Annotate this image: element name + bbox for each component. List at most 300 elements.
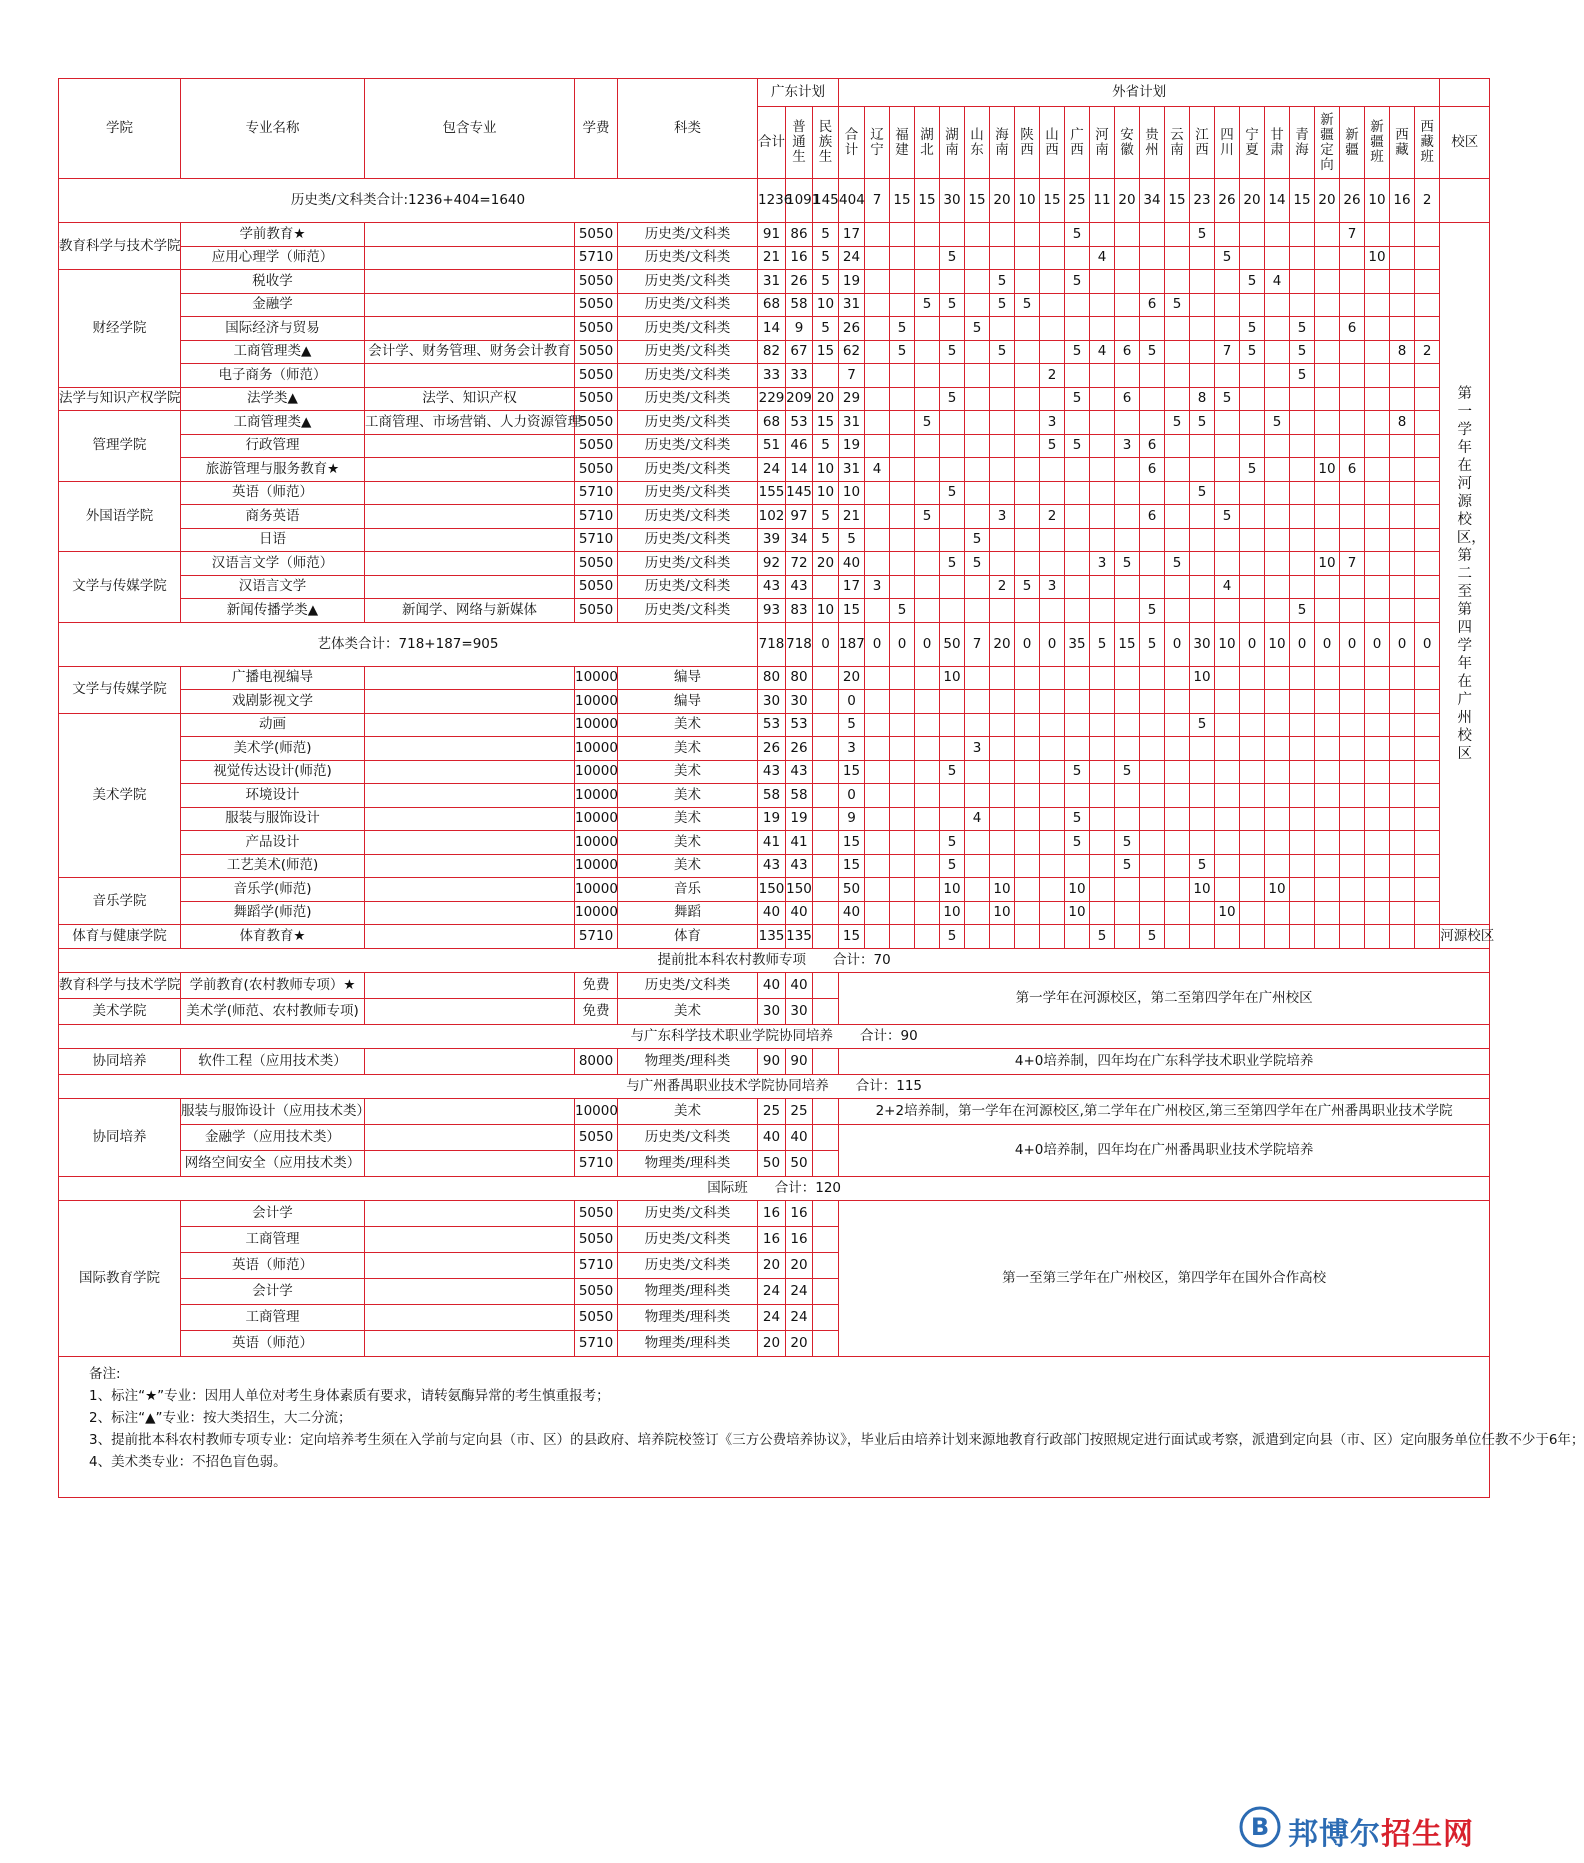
table-row: [59, 972, 1490, 998]
value-cell: [915, 925, 940, 949]
value-cell: 10: [813, 458, 839, 482]
value-cell: [940, 528, 965, 552]
value-cell: [915, 340, 940, 364]
value-cell: 17: [839, 223, 865, 247]
value-cell: 24: [786, 1304, 813, 1330]
value-cell: [1115, 528, 1140, 552]
value-cell: 16: [786, 246, 813, 270]
notes-heading: 备注:: [89, 1365, 121, 1382]
watermark-brand: 邦博尔: [1288, 1817, 1381, 1852]
value-cell: [1265, 737, 1290, 761]
value-cell: [1215, 760, 1240, 784]
table-row: [59, 1124, 1490, 1150]
value-cell: [865, 434, 890, 458]
value-cell: 5: [1115, 760, 1140, 784]
value-cell: [1340, 411, 1365, 435]
value-cell: [865, 666, 890, 690]
major-cell: 英语（师范）: [181, 1330, 365, 1356]
value-cell: [1390, 246, 1415, 270]
value-cell: [1190, 505, 1215, 529]
subject-cell: 物理类/理科类: [618, 1304, 758, 1330]
value-cell: [1315, 387, 1340, 411]
value-cell: 7: [965, 622, 990, 666]
value-cell: 15: [813, 340, 839, 364]
value-cell: [1390, 552, 1415, 576]
value-cell: [890, 666, 915, 690]
value-cell: [1365, 925, 1390, 949]
value-cell: [1265, 317, 1290, 341]
value-cell: 67: [786, 340, 813, 364]
value-cell: 80: [758, 666, 786, 690]
table-row: [59, 1098, 1490, 1124]
value-cell: [1090, 831, 1115, 855]
table-row: [59, 690, 1490, 714]
campus-main-text: 第一学年在河源校区，第二至第四学年在广州校区: [1456, 385, 1486, 762]
value-cell: [813, 1226, 839, 1252]
value-cell: [1140, 760, 1165, 784]
value-cell: 20: [1115, 179, 1140, 223]
subject-cell: 编导: [618, 690, 758, 714]
value-cell: 5: [940, 293, 965, 317]
value-cell: [1065, 713, 1090, 737]
value-cell: [1240, 737, 1265, 761]
value-cell: [1140, 666, 1165, 690]
value-cell: 0: [1290, 622, 1315, 666]
value-cell: [1040, 599, 1065, 623]
value-cell: 4: [1090, 246, 1115, 270]
value-cell: 5: [813, 317, 839, 341]
major-cell: 舞蹈学(师范): [181, 901, 365, 925]
value-cell: [1290, 481, 1315, 505]
value-cell: 5: [1140, 622, 1165, 666]
table-row: [59, 575, 1490, 599]
value-cell: [965, 340, 990, 364]
value-cell: [1015, 854, 1040, 878]
value-cell: 20: [1240, 179, 1265, 223]
value-cell: 5: [1140, 599, 1165, 623]
art-summary-label: 艺体类合计：718+187=905: [59, 622, 758, 666]
major-cell: 新闻传播学类▲: [181, 599, 365, 623]
value-cell: [890, 552, 915, 576]
major-cell: 服装与服饰设计（应用技术类）: [181, 1098, 365, 1124]
value-cell: [940, 737, 965, 761]
include-cell: [365, 901, 575, 925]
fee-cell: 5050: [575, 1200, 618, 1226]
include-cell: [365, 1330, 575, 1356]
value-cell: [1340, 713, 1365, 737]
value-cell: 3: [1115, 434, 1140, 458]
fee-cell: 5050: [575, 1304, 618, 1330]
header-province-col: 陕西: [1015, 107, 1040, 179]
value-cell: [1090, 293, 1115, 317]
history-summary-row: [59, 179, 1490, 223]
table-row: [59, 293, 1490, 317]
value-cell: [990, 599, 1015, 623]
header-province-col: 福建: [890, 107, 915, 179]
table-row: [59, 528, 1490, 552]
college-cell: 音乐学院: [59, 878, 181, 925]
value-cell: [1415, 317, 1440, 341]
value-cell: [1215, 411, 1240, 435]
college-cell: 协同培养: [59, 1098, 181, 1176]
value-cell: [865, 599, 890, 623]
value-cell: [990, 317, 1015, 341]
subject-cell: 历史类/文科类: [618, 1252, 758, 1278]
value-cell: [1215, 807, 1240, 831]
header-province-col: 西藏: [1390, 107, 1415, 179]
value-cell: 10: [990, 878, 1015, 902]
value-cell: [1090, 760, 1115, 784]
value-cell: [915, 575, 940, 599]
major-cell: 视觉传达设计(师范): [181, 760, 365, 784]
fee-cell: 5710: [575, 1330, 618, 1356]
value-cell: 25: [786, 1098, 813, 1124]
value-cell: [1265, 901, 1290, 925]
value-cell: [965, 760, 990, 784]
value-cell: 5: [1065, 807, 1090, 831]
value-cell: [1190, 528, 1215, 552]
value-cell: 2: [990, 575, 1015, 599]
include-cell: [365, 737, 575, 761]
value-cell: [813, 831, 839, 855]
rural-section: [59, 948, 1490, 972]
include-cell: [365, 998, 575, 1024]
fee-cell: 5050: [575, 387, 618, 411]
major-cell: 工商管理类▲: [181, 411, 365, 435]
value-cell: [1315, 528, 1340, 552]
value-cell: 50: [758, 1150, 786, 1176]
college-cell: 教育科学与技术学院: [59, 223, 181, 270]
fee-cell: 10000: [575, 784, 618, 808]
value-cell: 5: [1015, 575, 1040, 599]
value-cell: [1165, 458, 1190, 482]
subject-cell: 历史类/文科类: [618, 317, 758, 341]
value-cell: 20: [758, 1330, 786, 1356]
value-cell: [990, 737, 1015, 761]
college-cell: 管理学院: [59, 411, 181, 482]
value-cell: [1115, 925, 1140, 949]
value-cell: 24: [758, 1278, 786, 1304]
value-cell: [1265, 364, 1290, 388]
value-cell: [1165, 246, 1190, 270]
value-cell: 17: [839, 575, 865, 599]
value-cell: [1290, 552, 1315, 576]
value-cell: [1215, 737, 1240, 761]
header-row-1: [59, 79, 1490, 107]
value-cell: [1240, 925, 1265, 949]
value-cell: [1390, 387, 1415, 411]
college-cell: 教育科学与技术学院: [59, 972, 181, 998]
value-cell: 5: [813, 505, 839, 529]
value-cell: [1065, 411, 1090, 435]
value-cell: [1315, 737, 1340, 761]
value-cell: [865, 831, 890, 855]
value-cell: 5: [839, 713, 865, 737]
value-cell: [1040, 317, 1065, 341]
value-cell: 34: [786, 528, 813, 552]
value-cell: 93: [758, 599, 786, 623]
value-cell: [1315, 854, 1340, 878]
value-cell: 26: [786, 270, 813, 294]
value-cell: 8: [1390, 411, 1415, 435]
value-cell: [1190, 901, 1215, 925]
value-cell: [1140, 223, 1165, 247]
include-cell: [365, 831, 575, 855]
value-cell: 34: [1140, 179, 1165, 223]
value-cell: 3: [1040, 411, 1065, 435]
include-cell: [365, 246, 575, 270]
value-cell: [1140, 831, 1165, 855]
value-cell: [1240, 528, 1265, 552]
fee-cell: 5050: [575, 223, 618, 247]
value-cell: 5: [1290, 340, 1315, 364]
value-cell: 68: [758, 293, 786, 317]
value-cell: [1165, 364, 1190, 388]
value-cell: [1015, 666, 1040, 690]
value-cell: [1190, 458, 1215, 482]
value-cell: 15: [839, 760, 865, 784]
value-cell: [1090, 364, 1115, 388]
subject-cell: 美术: [618, 784, 758, 808]
value-cell: [1065, 925, 1090, 949]
value-cell: 90: [758, 1048, 786, 1074]
value-cell: [1290, 690, 1315, 714]
value-cell: [915, 246, 940, 270]
value-cell: 20: [786, 1252, 813, 1278]
value-cell: [915, 599, 940, 623]
value-cell: [1015, 481, 1040, 505]
value-cell: [1290, 458, 1315, 482]
value-cell: [890, 434, 915, 458]
value-cell: 6: [1140, 434, 1165, 458]
value-cell: [865, 246, 890, 270]
value-cell: [1315, 293, 1340, 317]
rural-section-title: 提前批本科农村教师专项 合计：70: [59, 948, 1490, 972]
value-cell: 25: [1065, 179, 1090, 223]
value-cell: [1390, 854, 1415, 878]
value-cell: [1390, 901, 1415, 925]
include-cell: [365, 878, 575, 902]
value-cell: [813, 1150, 839, 1176]
value-cell: [990, 364, 1015, 388]
value-cell: [990, 760, 1015, 784]
major-cell: 产品设计: [181, 831, 365, 855]
value-cell: [813, 1200, 839, 1226]
value-cell: [990, 552, 1015, 576]
value-cell: [1390, 223, 1415, 247]
note-item: 2、标注“▲”专业：按大类招生，大二分流；: [89, 1409, 352, 1426]
value-cell: [865, 293, 890, 317]
value-cell: [915, 784, 940, 808]
header-province-col: 辽宁: [865, 107, 890, 179]
table-row: [59, 552, 1490, 576]
value-cell: [1115, 246, 1140, 270]
value-cell: [1115, 599, 1140, 623]
value-cell: 5: [813, 528, 839, 552]
value-cell: 40: [786, 901, 813, 925]
value-cell: [1315, 223, 1340, 247]
table-row: [59, 340, 1490, 364]
sports-f-cell: 5710: [575, 925, 618, 949]
value-cell: [1240, 223, 1265, 247]
value-cell: [965, 784, 990, 808]
value-cell: 6: [1115, 340, 1140, 364]
value-cell: [1240, 552, 1265, 576]
value-cell: 5: [1240, 317, 1265, 341]
major-cell: 汉语言文学: [181, 575, 365, 599]
value-cell: 10: [813, 599, 839, 623]
value-cell: 10: [1265, 622, 1290, 666]
value-cell: [1365, 713, 1390, 737]
value-cell: 25: [758, 1098, 786, 1124]
fee-cell: 5050: [575, 575, 618, 599]
value-cell: 5: [1215, 387, 1240, 411]
value-cell: 15: [1115, 622, 1140, 666]
value-cell: [1190, 760, 1215, 784]
college-cell: 法学与知识产权学院: [59, 387, 181, 411]
table-row: [59, 831, 1490, 855]
campus-main-cell: [1440, 223, 1490, 925]
include-cell: [365, 784, 575, 808]
sports-i-cell: [365, 925, 575, 949]
value-cell: 20: [1315, 179, 1340, 223]
value-cell: [915, 737, 940, 761]
fee-cell: 5710: [575, 1252, 618, 1278]
value-cell: [990, 807, 1015, 831]
value-cell: [1265, 434, 1290, 458]
value-cell: [1040, 901, 1065, 925]
value-cell: [1315, 599, 1340, 623]
value-cell: [1165, 760, 1190, 784]
value-cell: [1240, 878, 1265, 902]
value-cell: [1415, 293, 1440, 317]
value-cell: [1015, 434, 1040, 458]
value-cell: [865, 807, 890, 831]
value-cell: [1165, 831, 1190, 855]
value-cell: [1365, 270, 1390, 294]
value-cell: [1290, 528, 1315, 552]
note-item: 4、美术类专业：不招色盲色弱。: [89, 1453, 287, 1470]
value-cell: [1215, 878, 1240, 902]
value-cell: [915, 552, 940, 576]
value-cell: 6: [1140, 505, 1165, 529]
table-row: [59, 481, 1490, 505]
value-cell: [813, 878, 839, 902]
subject-cell: 美术: [618, 760, 758, 784]
value-cell: [1190, 340, 1215, 364]
value-cell: 41: [758, 831, 786, 855]
value-cell: [1340, 807, 1365, 831]
value-cell: [965, 458, 990, 482]
major-cell: 工商管理类▲: [181, 340, 365, 364]
value-cell: [865, 737, 890, 761]
value-cell: [1090, 505, 1115, 529]
value-cell: [1190, 317, 1215, 341]
value-cell: 145: [786, 481, 813, 505]
header-gd-col: 民族生: [813, 107, 839, 179]
subject-cell: 物理类/理科类: [618, 1278, 758, 1304]
value-cell: [865, 854, 890, 878]
value-cell: 5: [1290, 599, 1315, 623]
value-cell: [1065, 246, 1090, 270]
value-cell: [1115, 411, 1140, 435]
value-cell: [890, 760, 915, 784]
value-cell: [1015, 270, 1040, 294]
value-cell: [1340, 364, 1365, 388]
value-cell: [1365, 223, 1390, 247]
value-cell: [1390, 760, 1415, 784]
fee-cell: 10000: [575, 854, 618, 878]
value-cell: [1365, 317, 1390, 341]
value-cell: [865, 411, 890, 435]
value-cell: 14: [1265, 179, 1290, 223]
value-cell: [890, 901, 915, 925]
value-cell: 0: [1340, 622, 1365, 666]
value-cell: [1240, 293, 1265, 317]
value-cell: [1040, 737, 1065, 761]
value-cell: [1315, 760, 1340, 784]
value-cell: [1040, 784, 1065, 808]
value-cell: [1065, 784, 1090, 808]
value-cell: [1115, 270, 1140, 294]
value-cell: [1340, 270, 1365, 294]
value-cell: 404: [839, 179, 865, 223]
value-cell: 15: [1165, 179, 1190, 223]
value-cell: [1165, 737, 1190, 761]
value-cell: [1415, 387, 1440, 411]
value-cell: 0: [1365, 622, 1390, 666]
value-cell: [1315, 807, 1340, 831]
value-cell: [1265, 293, 1290, 317]
value-cell: [813, 854, 839, 878]
value-cell: 86: [786, 223, 813, 247]
value-cell: [1415, 552, 1440, 576]
value-cell: [940, 270, 965, 294]
value-cell: [1040, 481, 1065, 505]
value-cell: [813, 901, 839, 925]
value-cell: 5: [1115, 854, 1140, 878]
major-cell: 金融学（应用技术类）: [181, 1124, 365, 1150]
include-cell: [365, 1200, 575, 1226]
value-cell: [1015, 223, 1040, 247]
value-cell: [1040, 246, 1065, 270]
value-cell: [1040, 552, 1065, 576]
value-cell: [1065, 528, 1090, 552]
subject-cell: 美术: [618, 737, 758, 761]
value-cell: [965, 925, 990, 949]
value-cell: [813, 1330, 839, 1356]
value-cell: [1290, 713, 1315, 737]
value-cell: [1090, 854, 1115, 878]
header-gd-col: 普通生: [786, 107, 813, 179]
table-row: [59, 505, 1490, 529]
value-cell: [965, 713, 990, 737]
value-cell: [1015, 878, 1040, 902]
value-cell: [965, 481, 990, 505]
value-cell: [1215, 293, 1240, 317]
value-cell: [1115, 481, 1140, 505]
value-cell: [1090, 434, 1115, 458]
value-cell: [1415, 784, 1440, 808]
include-cell: [365, 1226, 575, 1252]
value-cell: [1290, 666, 1315, 690]
value-cell: 50: [786, 1150, 813, 1176]
note-cell: 第一至第三学年在广州校区，第四学年在国外合作高校: [839, 1200, 1490, 1356]
value-cell: [1015, 690, 1040, 714]
value-cell: [1140, 387, 1165, 411]
value-cell: [865, 690, 890, 714]
value-cell: [1140, 364, 1165, 388]
